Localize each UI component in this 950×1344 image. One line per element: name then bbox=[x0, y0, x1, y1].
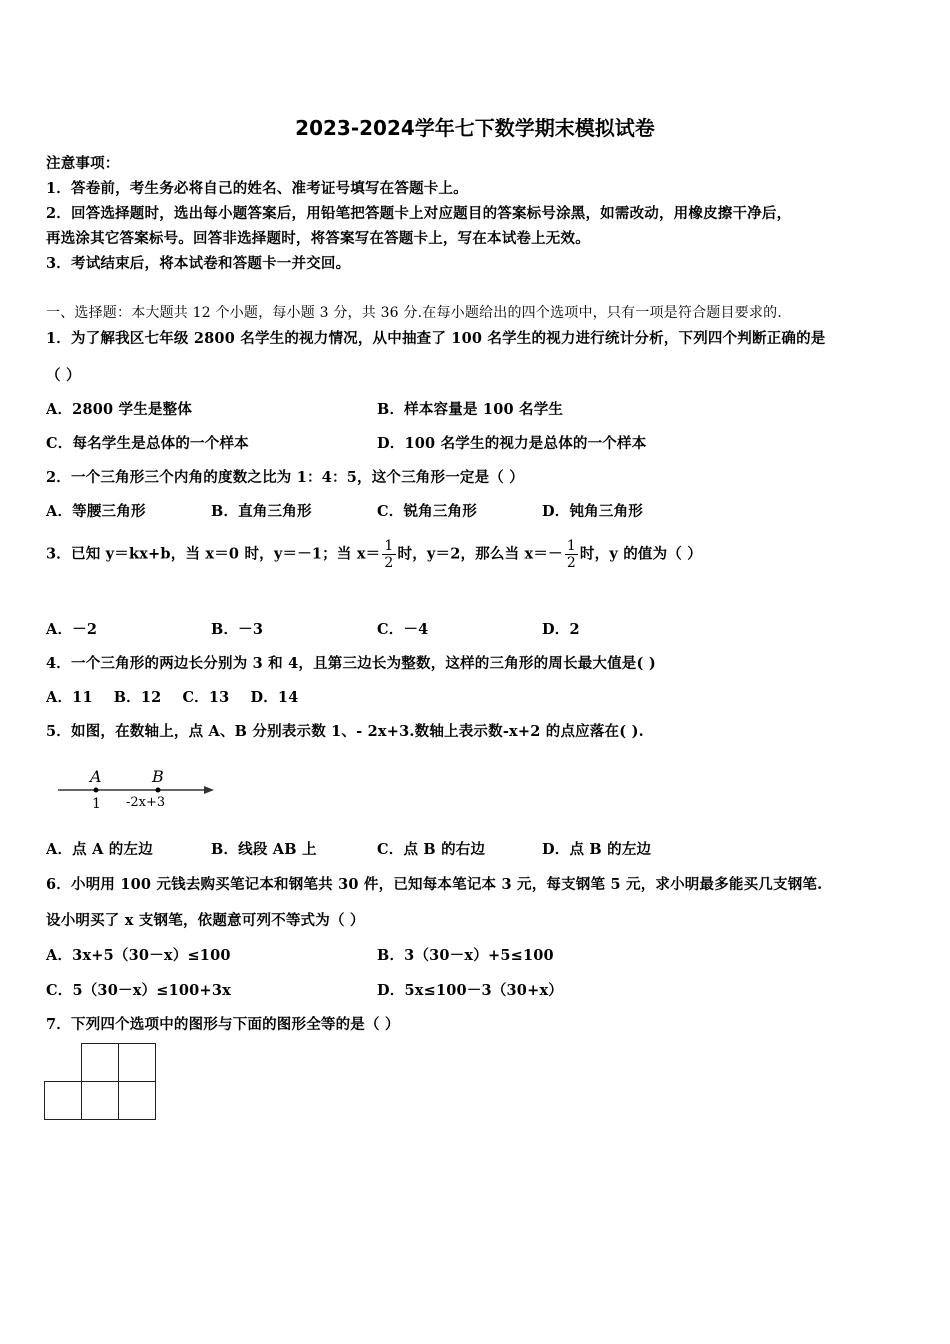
q6-option-a: A．3x+5（30－x）≤100 bbox=[46, 947, 231, 964]
q3-option-c: C．－4 bbox=[377, 621, 429, 638]
q4-stem: 4．一个三角形的两边长分别为 3 和 4，且第三边长为整数，这样的三角形的周长最大值是( ) bbox=[46, 655, 656, 672]
q3-stem-part3: 时，y 的值为（ ） bbox=[579, 545, 702, 563]
q1-option-d: D．100 名学生的视力是总体的一个样本 bbox=[377, 435, 647, 452]
notice-heading: 注意事项： bbox=[46, 155, 120, 172]
grid-square bbox=[44, 1081, 82, 1120]
notice-item: 3．考试结束后，将本试卷和答题卡一并交回。 bbox=[46, 255, 351, 272]
q2-option-a: A．等腰三角形 bbox=[46, 503, 146, 520]
q5-option-c: C．点 B 的右边 bbox=[377, 841, 486, 858]
grid-square bbox=[118, 1081, 156, 1120]
q6-stem: 6．小明用 100 元钱去购买笔记本和钢笔共 30 件，已知每本笔记本 3 元，每支钢笔 5 元，求小明最多能买几支钢笔. bbox=[46, 876, 823, 893]
q1-option-a: A．2800 学生是整体 bbox=[46, 401, 193, 418]
point-b-dot bbox=[156, 788, 161, 793]
grid-figure bbox=[44, 1043, 158, 1121]
grid-square bbox=[118, 1043, 156, 1082]
q5-stem: 5．如图，在数轴上，点 A、B 分别表示数 1、- 2x+3.数轴上表示数-x+2 的点应落在( ). bbox=[46, 723, 644, 740]
q4-options: A．11 B．12 C．13 D．14 bbox=[46, 689, 299, 706]
q1-option-c: C．每名学生是总体的一个样本 bbox=[46, 435, 249, 452]
grid-square bbox=[81, 1081, 119, 1120]
q3-option-a: A．－2 bbox=[46, 621, 98, 638]
q1-option-b: B．样本容量是 100 名学生 bbox=[377, 401, 564, 418]
q2-stem: 2．一个三角形三个内角的度数之比为 1：4：5，这个三角形一定是（ ） bbox=[46, 469, 524, 486]
q3-option-b: B．－3 bbox=[211, 621, 264, 638]
q3-option-d: D．2 bbox=[542, 621, 580, 638]
q6-stem-continued: 设小明买了 x 支钢笔，依题意可列不等式为（ ） bbox=[46, 912, 365, 929]
fraction-numerator: 1 bbox=[566, 538, 576, 554]
arrow-icon bbox=[204, 786, 214, 794]
q6-option-b: B．3（30－x）+5≤100 bbox=[377, 947, 554, 964]
q5-option-b: B．线段 AB 上 bbox=[211, 841, 317, 858]
q5-option-d: D．点 B 的左边 bbox=[542, 841, 652, 858]
point-b-label: B bbox=[152, 767, 164, 786]
page-title: 2023-2024学年七下数学期末模拟试卷 bbox=[295, 116, 655, 140]
q2-option-b: B．直角三角形 bbox=[211, 503, 312, 520]
q1-stem: 1．为了解我区七年级 2800 名学生的视力情况，从中抽查了 100 名学生的视力进行统计分析，下列四个判断正确的是 bbox=[46, 330, 826, 347]
q5-option-a: A．点 A 的左边 bbox=[46, 841, 153, 858]
notice-item: 再选涂其它答案标号。回答非选择题时，将答案写在答题卡上，写在本试卷上无效。 bbox=[46, 230, 590, 247]
q2-option-d: D．钝角三角形 bbox=[542, 503, 643, 520]
notice-item: 2．回答选择题时，选出每小题答案后，用铅笔把答题卡上对应题目的答案标号涂黑，如需改动，用橡皮擦干净后， bbox=[46, 205, 792, 222]
q7-stem: 7．下列四个选项中的图形与下面的图形全等的是（ ） bbox=[46, 1016, 400, 1033]
point-b-value: -2x+3 bbox=[126, 795, 166, 810]
fraction-one-half bbox=[565, 538, 578, 571]
fraction-numerator: 1 bbox=[384, 538, 394, 554]
grid-square bbox=[81, 1043, 119, 1082]
q1-paren: （ ） bbox=[46, 367, 81, 384]
point-a-dot bbox=[94, 788, 99, 793]
fraction-denominator: 2 bbox=[384, 555, 394, 571]
point-a-value: 1 bbox=[92, 796, 101, 812]
q3-stem-part2: 时，y＝2，那么当 x＝－ bbox=[397, 545, 563, 563]
fraction-denominator: 2 bbox=[566, 555, 576, 571]
q3-stem bbox=[46, 538, 702, 571]
q3-stem-part1: 3．已知 y＝kx+b，当 x＝0 时，y＝－1；当 x＝ bbox=[46, 545, 381, 563]
number-line-figure bbox=[54, 762, 219, 814]
q2-option-c: C．锐角三角形 bbox=[377, 503, 477, 520]
point-a-label: A bbox=[90, 767, 102, 786]
notice-item: 1．答卷前，考生务必将自己的姓名、准考证号填写在答题卡上。 bbox=[46, 180, 468, 197]
section-heading: 一、选择题：本大题共 12 个小题，每小题 3 分，共 36 分.在每小题给出的四个选项中，只有一项是符合题目要求的. bbox=[46, 305, 782, 321]
q6-option-d: D．5x≤100－3（30+x） bbox=[377, 982, 563, 999]
fraction-one-half bbox=[382, 538, 395, 571]
q6-option-c: C．5（30－x）≤100+3x bbox=[46, 982, 231, 999]
